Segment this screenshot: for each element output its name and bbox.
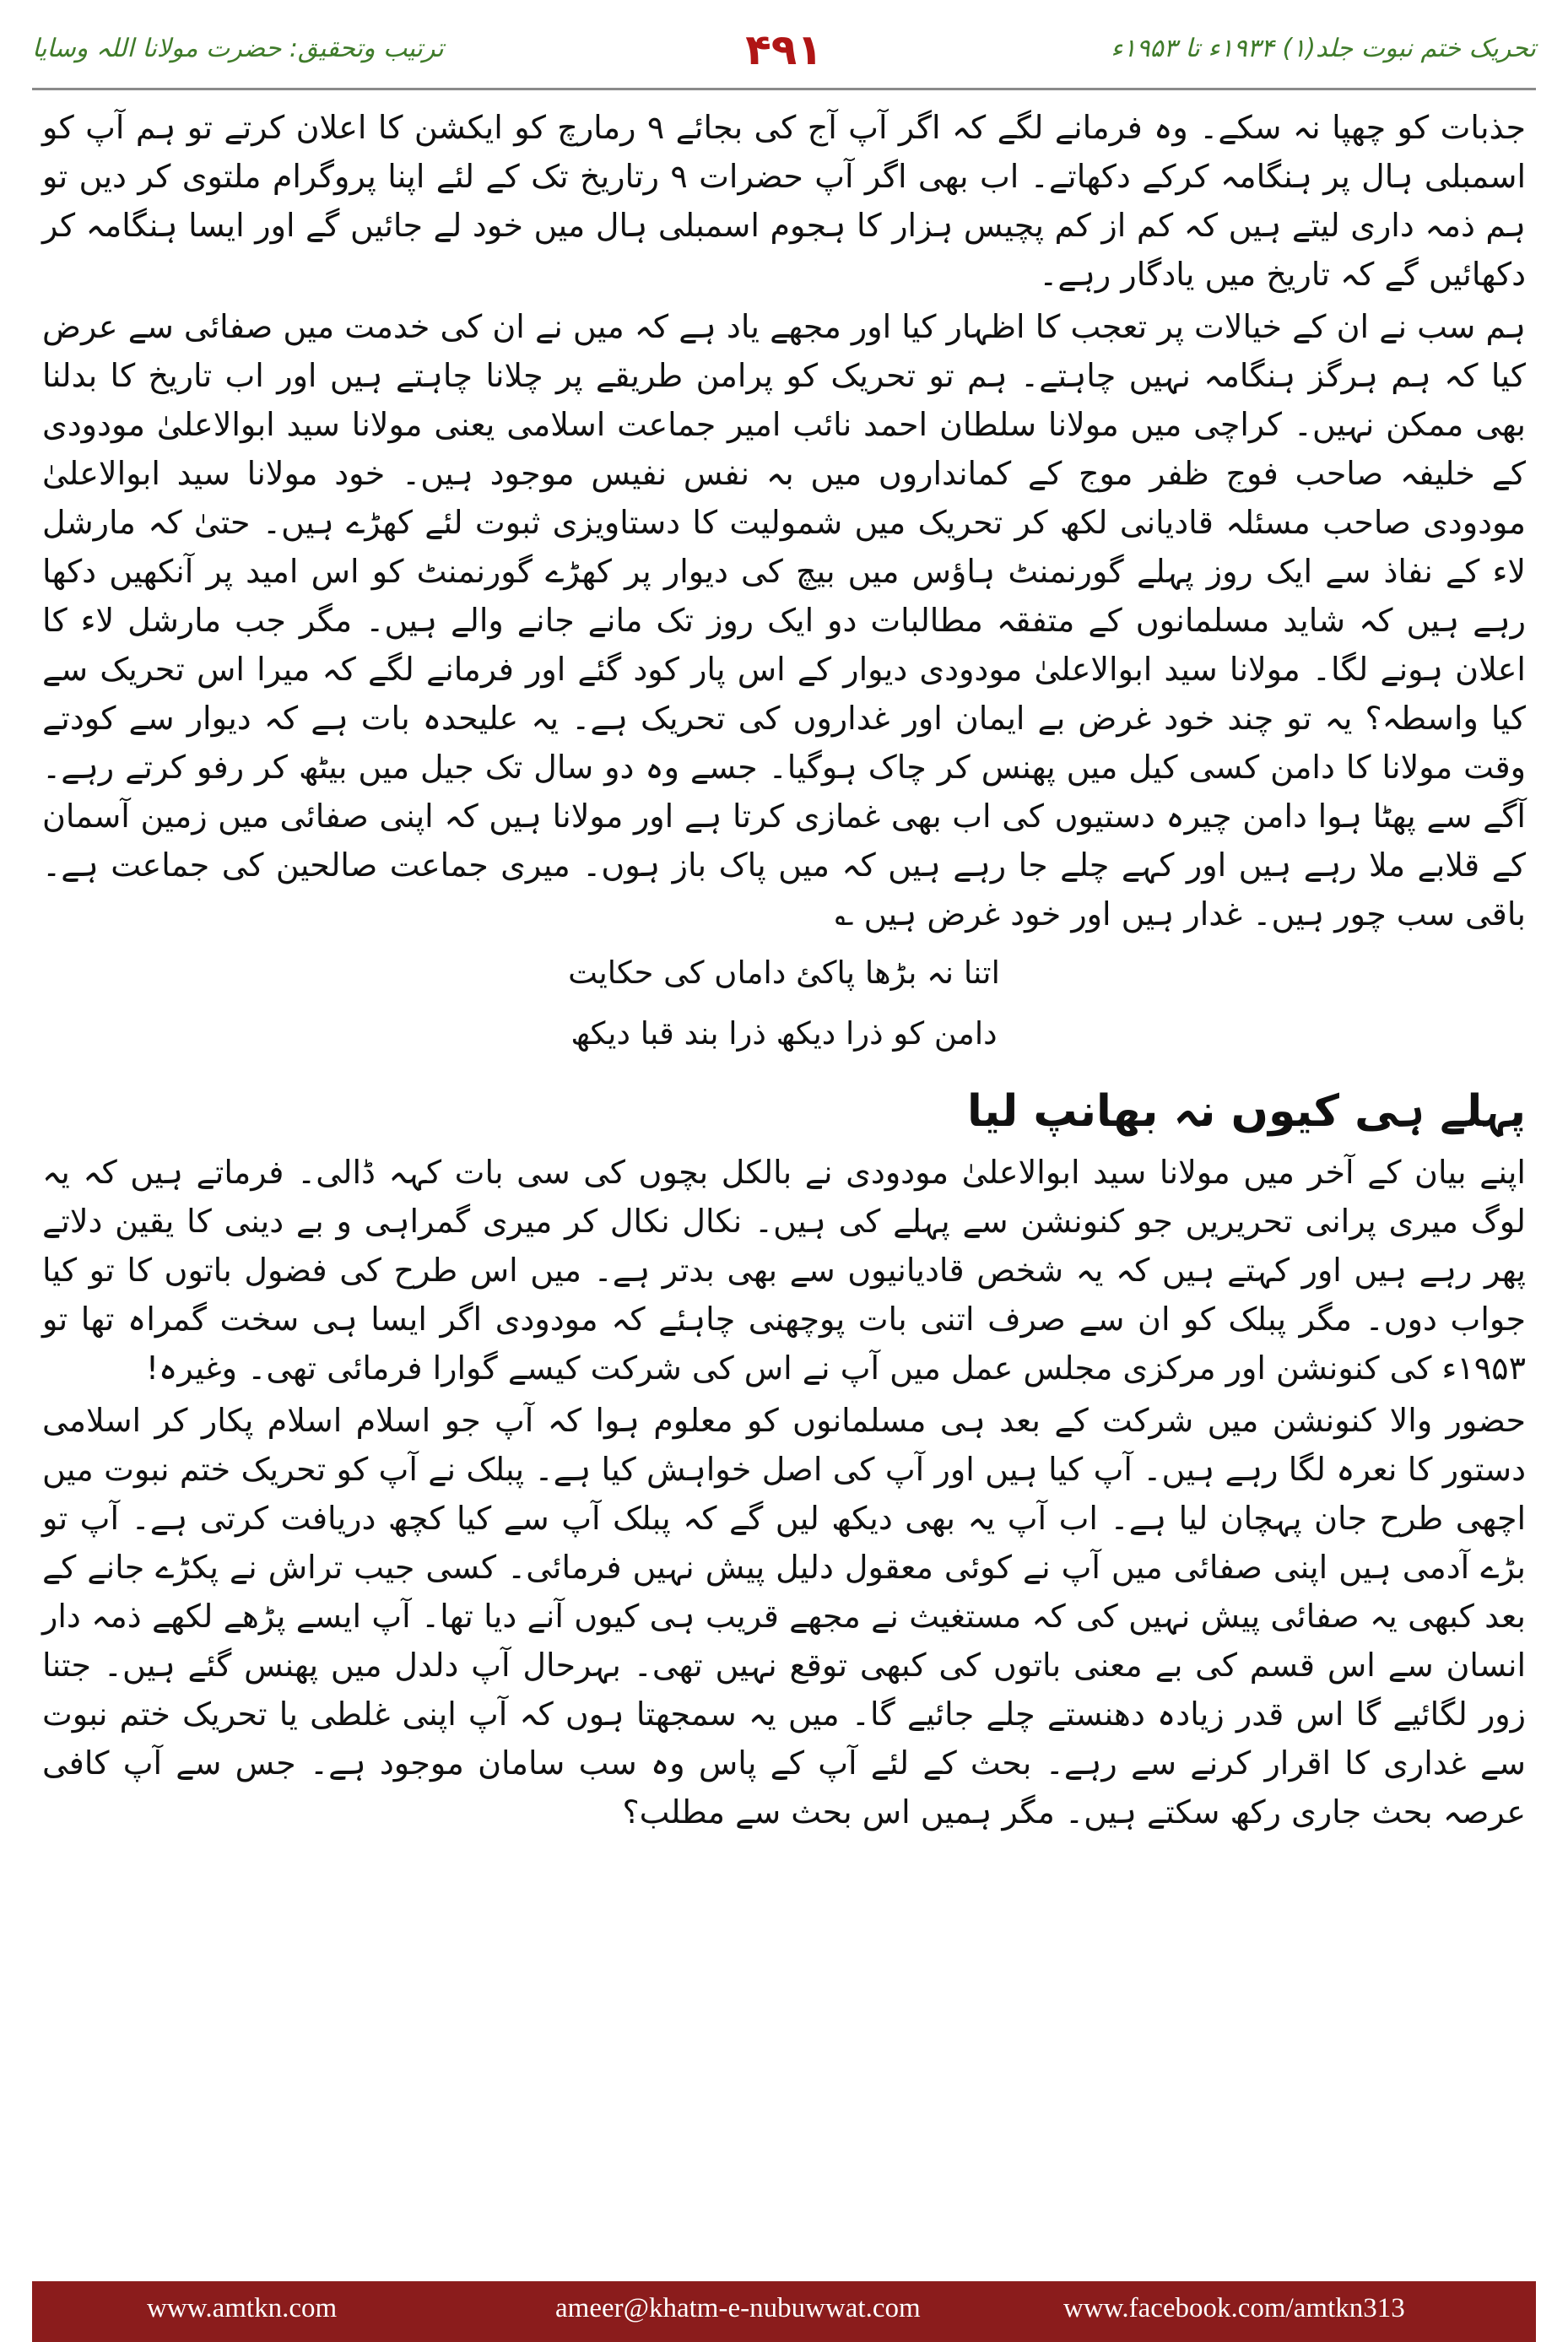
page-body	[42, 103, 1526, 1840]
verse-line-2: دامن کو ذرا دیکھ ذرا بند قبا دیکھ	[570, 1015, 998, 1052]
paragraph-2: ہم سب نے ان کے خیالات پر تعجب کا اظہار کیا اور مجھے یاد ہے کہ میں نے ان کی خدمت میں صفائی سے عرض کیا کہ ہم ہرگز ہنگامہ نہیں چاہتے۔ ہم تو تحریک کو پرامن طریقے پر چلانا چاہتے ہیں اور اب تاریخ کا بدلنا بھی ممکن نہیں۔ کراچی میں مولانا سلطان احمد نائب امیر جماعت اسلامی یعنی مولانا سید ابوالاعلیٰ مودودی کے خلیفہ صاحب فوج ظفر موج کے کمانداروں میں بہ نفس نفیس موجود ہیں۔ خود مولانا سید ابوالاعلیٰ مودودی صاحب مسئلہ قادیانی لکھ کر تحریک میں شمولیت کا دستاویزی ثبوت لئے کھڑے ہیں۔ حتیٰ کہ مارشل لاء کے نفاذ سے ایک روز پہلے گورنمنٹ ہاؤس میں بیچ کی دیوار پر کھڑے گورنمنٹ کو اس امید پر آنکھیں دکھا رہے ہیں کہ شاید مسلمانوں کے متفقہ مطالبات دو ایک روز تک مانے جانے والے ہیں۔ مگر جب مارشل لاء کا اعلان ہونے لگا۔ مولانا سید ابوالاعلیٰ مودودی دیوار کے اس پار کود گئے اور فرمانے لگے کہ میرا اس تحریک سے کیا واسطہ؟ یہ تو چند خود غرض بے ایمان اور غداروں کی تحریک ہے۔ یہ علیحدہ بات ہے کہ دیوار سے کودتے وقت مولانا کا دامن کسی کیل میں پھنس کر چاک ہوگیا۔ جسے وہ دو سال تک جیل میں بیٹھ کر رفو کرتے رہے۔ آگے سے پھٹا ہوا دامن چیرہ دستیوں کی اب بھی غمازی کرتا ہے اور مولانا ہیں کہ اپنی صفائی میں زمین آسمان کے قلابے ملا رہے ہیں اور کہے چلے جا رہے ہیں کہ میں پاک باز ہوں۔ میری جماعت صالحین کی جماعت ہے۔ باقی سب چور ہیں۔ غدار ہیں اور خود غرض ہیں ؎	[42, 308, 1526, 933]
page-footer	[32, 2281, 1536, 2342]
book-title: تحریک ختم نبوت جلد(۱) ۱۹۳۴ء تا ۱۹۵۳ء	[1111, 34, 1536, 63]
compiler-credit: ترتیب وتحقیق: حضرت مولانا اللہ وسایا	[32, 34, 444, 63]
section-heading: پہلے ہی کیوں نہ بھانپ لیا	[967, 1086, 1526, 1137]
page-header	[32, 25, 1536, 81]
website-link[interactable]: www.amtkn.com	[147, 2293, 338, 2323]
page-number: ۴۹۱	[745, 25, 823, 74]
email-link[interactable]: ameer@khatm-e-nubuwwat.com	[555, 2293, 921, 2323]
paragraph-4: حضور والا کنونشن میں شرکت کے بعد ہی مسلمانوں کو معلوم ہوا کہ آپ جو اسلام اسلام پکار کر اسلامی دستور کا نعرہ لگا رہے ہیں۔ آپ کیا ہیں اور آپ کی اصل خواہش کیا ہے۔ پبلک نے آپ کو تحریک ختم نبوت میں اچھی طرح جان پہچان لیا ہے۔ اب آپ یہ بھی دیکھ لیں گے کہ پبلک آپ سے کیا کچھ دریافت کرتی ہے۔ آپ تو بڑے آدمی ہیں اپنی صفائی میں آپ نے کوئی معقول دلیل پیش نہیں فرمائی۔ کسی جیب تراش نے پکڑے جانے کے بعد کبھی یہ صفائی پیش نہیں کی کہ مستغیث نے مجھے قریب ہی کیوں آنے دیا تھا۔ آپ ایسے پڑھے لکھے ذمہ دار انسان سے اس قسم کی بے معنی باتوں کی کبھی توقع نہیں تھی۔ بہرحال آپ دلدل میں پھنس گئے ہیں۔ جتنا زور لگائیے گا اس قدر زیادہ دھنستے چلے جائیے گا۔ میں یہ سمجھتا ہوں کہ آپ اپنی غلطی یا تحریک ختم نبوت سے غداری کا اقرار کرنے سے رہے۔ بحث کے لئے آپ کے پاس وہ سب سامان موجود ہے۔ جس سے آپ کافی عرصہ بحث جاری رکھ سکتے ہیں۔ مگر ہمیں اس بحث سے مطلب؟	[42, 1402, 1526, 1831]
paragraph-1: جذبات کو چھپا نہ سکے۔ وہ فرمانے لگے کہ اگر آپ آج کی بجائے ۹ رمارچ کو ایکشن کا اعلان کرتے تو ہم آپ کو اسمبلی ہال پر ہنگامہ کرکے دکھاتے۔ اب بھی اگر آپ حضرات ۹ رتاریخ تک کے لئے اپنا پروگرام ملتوی کر دیں تو ہم ذمہ داری لیتے ہیں کہ کم از کم پچیس ہزار کا ہجوم اسمبلی ہال میں خود لے جائیں گے اور ایسا ہنگامہ کر دکھائیں گے کہ تاریخ میں یادگار رہے۔	[42, 109, 1526, 293]
paragraph-3: اپنے بیان کے آخر میں مولانا سید ابوالاعلیٰ مودودی نے بالکل بچوں کی سی بات کہہ ڈالی۔ فرماتے ہیں کہ یہ لوگ میری پرانی تحریریں جو کنونشن سے پہلے کی ہیں۔ نکال نکال کر میری گمراہی و بے دینی کا یقین دلاتے پھر رہے ہیں اور کہتے ہیں کہ یہ شخص قادیانیوں سے بھی بدتر ہے۔ میں اس طرح کی فضول باتوں کا تو کیا جواب دوں۔ مگر پبلک کو ان سے صرف اتنی بات پوچھنی چاہئے کہ مودودی اگر ایسا ہی سخت گمراہ تھا تو ۱۹۵۳ء کی کنونشن اور مرکزی مجلس عمل میں آپ نے اس کی شرکت کیسے گوارا فرمائی تھی۔ وغیرہ!	[42, 1154, 1526, 1387]
header-divider	[32, 88, 1536, 90]
facebook-link[interactable]: www.facebook.com/amtkn313	[1063, 2293, 1405, 2323]
verse-line-1: اتنا نہ بڑھا پاکئ داماں کی حکایت	[568, 955, 1000, 991]
